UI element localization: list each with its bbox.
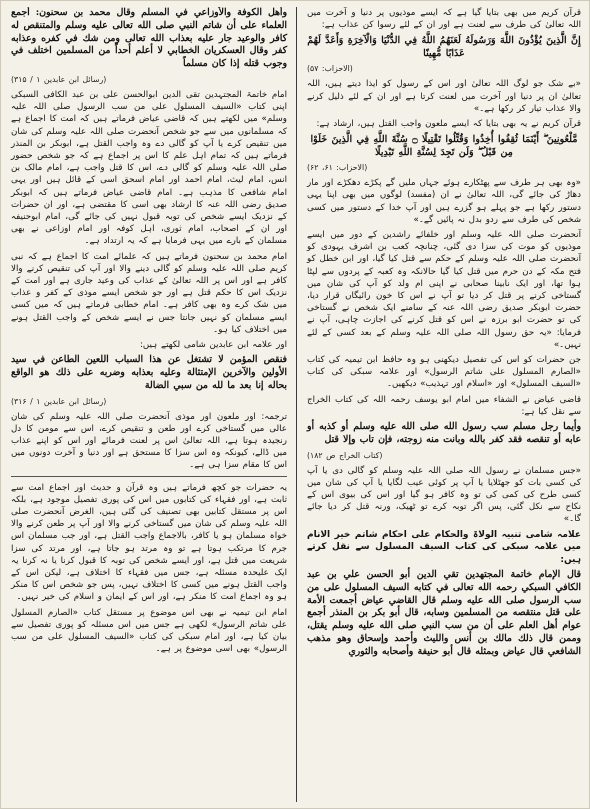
urdu-paragraph: «جس مسلمان نے رسول اللہ صلی اللہ علیہ وسلم کو گالی دی یا آپ کی کسی بات کو جھٹلایا یا آپ پر کوئی عیب لگایا یا آپ کی شان میں کسی طرح کی کمی کی تو وہ کافر ہو گیا اور اس کی بیوی اس کے نکاح سے نکل گئی، پس اگر توبہ کرے تو ٹھیک، ورنہ قتل کر دیا جائے گا۔» — [307, 465, 581, 525]
citation-reference: (الاحزاب: ۶۱، ۶۲) — [307, 163, 368, 173]
left-column — [7, 7, 293, 802]
section-rule — [11, 476, 287, 477]
citation-reference: (رسائل ابن عابدین ۱ / ۳۱۶) — [11, 396, 107, 406]
urdu-paragraph: آنحضرت صلی اللہ علیہ وسلم اور خلفائے راشدین کے دور میں ایسے موذیوں کو موت کی سزا دی گئی، چنانچہ کعب بن اشرف یہودی کو آنحضرت صلی اللہ علیہ وسلم کے حکم سے قتل کیا گیا، اور ابن خطل کو فتح مکہ کے دن حرم میں قتل کیا گیا حالانکہ وہ کعبہ کے پردوں سے لپٹا ہوا تھا، اور ایک نابینا صحابی نے اپنی ام ولد کو آپ کی شان میں گستاخی کرنے پر قتل کر دیا تو آپ نے اس کا خون رائیگاں قرار دیا، حضرت ابوبکر صدیق رضی اللہ عنہ کے سامنے ایک شخص نے گستاخی کی تو حضرت ابو برزہ نے اس کو قتل کرنے کی اجازت چاہی، آپ نے فرمایا: «یہ حق رسول اللہ صلی اللہ علیہ وسلم کے بعد کسی کے لئے نہیں۔» — [307, 230, 581, 350]
urdu-paragraph: یہ حضرات جو کچھ فرماتے ہیں وہ قرآن و حدیث اور اجماع امت سے ثابت ہے، اور فقہاء کی کتابوں میں اس کی پوری تفصیل موجود ہے، بلکہ اس پر مستقل کتابیں بھی تصنیف کی گئی ہیں، الغرض آنحضرت صلی اللہ علیہ وسلم کی شان میں گستاخی کرنے والا اور آپ پر طعن کرنے والا خواہ مسلمان ہو یا کافر، بالاجماع واجب القتل ہے، اور جب مسلمان اس جرم کا مرتکب ہوتا ہے تو وہ مرتد ہو جاتا ہے، اور مرتد کی سزا شریعت میں قتل ہے، اور ایسے شخص کی توبہ کا قبول کرنا یا نہ کرنا یہ ایک علیحدہ مسئلہ ہے، جس میں فقہاء کا اختلاف ہے، لیکن اس کے واجب القتل ہونے میں کسی کا اختلاف نہیں، پس جو شخص اس کا منکر ہو وہ اجماع امت کا منکر ہے، اور اس کے ایمان و اسلام کی خیر نہیں۔ — [11, 482, 287, 603]
arabic-quotation: وأيما رجل مسلم سب رسول الله صلى الله عليه وسلم أو كذبه أو عابه أو تنقصه فقد كفر بالله وبانت منه زوجته، فإن تاب وإلا قتل — [307, 421, 581, 445]
urdu-paragraph: «بے شک جو لوگ اللہ تعالیٰ اور اس کے رسول کو ایذا دیتے ہیں، اللہ تعالیٰ ان پر دنیا اور آخرت میں لعنت کرتا ہے اور ان کے لئے ذلیل کرنے والا عذاب تیار کر رکھا ہے۔» — [307, 79, 581, 114]
quran-verse: إِنَّ الَّذِينَ يُؤْذُونَ اللَّهَ وَرَسُولَهُ لَعَنَهُمُ اللَّهُ فِي الدُّنْيَا وَالْآخِرَةِ وَأَعَدَّ لَهُمْ عَذَابًا مُّهِينًا — [307, 35, 581, 60]
arabic-quotation: قال الإمام خاتمة المجتهدين تقي الدين أبو الحسن علي بن عبد الكافي السبكي رحمه الله تعالى في كتابه السيف المسلول على من سب الرسول صلى الله عليه وسلم قال القاضي عياض أجمعت الأمة على قتل منتقصه من المسلمين وسابه، قال أبو بكر بن المنذر أجمع عوام أهل العلم على أن من سب النبي صلى الله عليه وسلم يقتل، وممن قال ذلك مالك بن أنس والليث وأحمد وإسحاق وهو مذهب الشافعي قال عياض وبمثله قال أبو حنيفة وأصحابه والثوري — [307, 568, 581, 657]
citation-reference: (الاحزاب: ۵۷) — [307, 64, 353, 74]
urdu-paragraph: قرآن کریم نے یہ بھی بتایا کہ ایسے ملعون واجب القتل ہیں، ارشاد ہے: — [316, 119, 581, 130]
citation-reference: (رسائل ابن عابدین ۱ / ۳۱۵) — [11, 74, 107, 84]
urdu-paragraph: امام خاتمۃ المجتہدین تقی الدین ابوالحسن علی بن عبد الکافی السبکی اپنی کتاب «السیف المسلول علی من سب الرسول صلی اللہ علیہ وسلم» میں لکھتے ہیں کہ قاضی عیاض فرماتے ہیں کہ امت کا اجماع ہے کہ مسلمانوں میں سے جو شخص آنحضرت صلی اللہ علیہ وسلم کی شان میں تنقیص کرے یا آپ کو گالی دے وہ واجب القتل ہے، ابوبکر بن المنذر فرماتے ہیں کہ تمام اہل علم کا اس پر اجماع ہے کہ جو شخص حضور صلی اللہ علیہ وسلم کو گالی دے، اس کا قتل واجب ہے، امام مالک بن انس، امام لیث، امام احمد اور امام اسحق اسی کے قائل ہیں اور یہی امام شافعی کا مذہب ہے۔ امام قاضی عیاض فرماتے ہیں کہ ابوبکر صدیق رضی اللہ عنہ کا ارشاد بھی اسی کا مقتضی ہے، اور ان حضرات کے نزدیک ایسے شخص کی توبہ قبول نہیں کی جائے گی، امام ابوحنیفہ اور ان کے اصحاب، امام ثوری، اہل کوفہ اور امام اوزاعی نے بھی مسلمان کے بارے میں یہی فرمایا ہے کہ یہ ارتداد ہے۔ — [11, 89, 287, 247]
citation-reference: (کتاب الخراج ص ۱۸۲) — [307, 450, 383, 460]
quran-verse: مَّلْعُونِينَ ۖ أَيْنَمَا ثُقِفُوا أُخِذُوا وَقُتِّلُوا تَقْتِيلًا ۝ سُنَّةَ اللَّهِ فِي الَّذِينَ خَلَوْا مِن قَبْلُ ۖ وَلَن تَجِدَ لِسُنَّةِ اللَّهِ تَبْدِيلًا — [310, 134, 578, 159]
column-divider — [296, 7, 297, 802]
arabic-quotation: فنقص المؤمن لا تشتغل عن هذا السباب اللعين الطاعن في سيد الأولين والآخرين الإمتثالة وعليه بعذابه وضربه على ذلك هو الواقع بحاله إنا بعد ما لله من سبي الضالة — [11, 354, 287, 391]
urdu-paragraph: ترجمہ: اور ملعون اور موذی آنحضرت صلی اللہ علیہ وسلم کی شان عالی میں گستاخی کرے اور طعن و تنقیص کرے، اس سے مومن کا دل رنجیدہ ہوتا ہے، اللہ تعالیٰ اس پر لعنت فرمائے اور اس کو اپنے عذاب میں ڈالے، کیونکہ وہ اس سزا کا مستحق ہے اور دنیا و آخرت دونوں میں اس کا مقام سزا ہی ہے۔ — [11, 411, 287, 471]
arabic-quotation: وأهل الكوفة والأوزاعي في المسلم وقال محمد بن سحنون: أجمع العلماء على أن شاتم النبي صلى الله تعالى عليه وسلم والمتنقص له كافر والوعيد جار عليه بعذاب الله تعالى ومن شك في كفره وعذابه كفر وقال العسكريان الخطابي لا أعلم أحداً من المسلمين اختلف في وجوب قتله إذا كان مسلماً — [11, 7, 287, 70]
urdu-paragraph: «وہ بھی ہر طرف سے پھٹکارے ہوئے جہاں ملیں گے پکڑے دھکڑے اور مار دھاڑ کی جائے گی، اللہ تعالیٰ نے ان (مفسد) لوگوں میں بھی اپنا یہی دستور رکھا ہے جو پہلے ہو گزرے ہیں اور آپ خدا کے دستور میں کسی شخص کی طرف سے ردو بدل نہ پائیں گے۔» — [307, 178, 581, 225]
urdu-paragraph: اور علامہ ابن عابدین شامی لکھتے ہیں: — [139, 340, 287, 351]
right-column — [301, 7, 585, 802]
urdu-paragraph: امام ابن تیمیہ نے بھی اس موضوع پر مستقل کتاب «الصارم المسلول علی شاتم الرسول» لکھی ہے جس میں اس مسئلہ کو پوری تفصیل سے بیان کیا ہے، اور امام سبکی کی کتاب «السیف المسلول علی من سب الرسول» بھی اسی موضوع پر ہے۔ — [11, 607, 287, 655]
urdu-paragraph: قاضی عیاض نے الشفاء میں امام ابو یوسف رحمہ اللہ کی کتاب الخراج سے نقل کیا ہے: — [307, 394, 581, 417]
section-heading: علامہ شامی تنبیہ الولاۃ والحکام علی احکام شاتم خیر الانام میں علامہ سبکی کی کتاب السیف المسلول سے نقل کرتے ہیں: — [307, 529, 581, 565]
urdu-paragraph: جن حضرات کو اس کی تفصیل دیکھنی ہو وہ حافظ ابن تیمیہ کی کتاب «الصارم المسلول علی شاتم الرسول» اور علامہ سبکی کی کتاب «السیف المسلول» اور «اسلام اور تہذیب» دیکھیں۔ — [307, 355, 581, 390]
urdu-paragraph: قرآن کریم میں بھی بتایا گیا ہے کہ ایسے موذیوں پر دنیا و آخرت میں اللہ تعالیٰ کی طرف سے لعنت ہے اور ان کے لئے رسوا کن عذاب ہے: — [307, 8, 581, 31]
urdu-paragraph: امام محمد بن سحنون فرماتے ہیں کہ علمائے امت کا اجماع ہے کہ نبی کریم صلی اللہ علیہ وسلم کو گالی دینے والا اور آپ کی تنقیص کرنے والا کافر ہے اور اس پر اللہ تعالیٰ کے عذاب کی وعید جاری ہے اور امت کے نزدیک اس کا حکم قتل ہے اور جو شخص ایسے موذی کے کفر و عذاب میں شک کرے وہ بھی کافر ہے۔ امام خطابی فرماتے ہیں کہ میں کسی ایسے مسلمان کو نہیں جانتا جس نے ایسے شخص کے واجب القتل ہونے میں اختلاف کیا ہو۔ — [11, 251, 287, 335]
